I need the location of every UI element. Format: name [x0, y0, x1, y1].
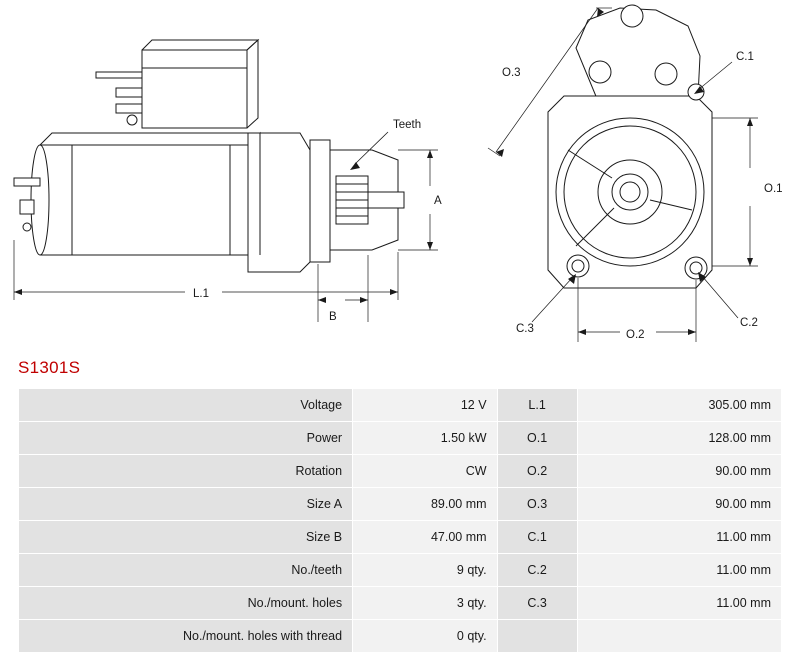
spec-value: CW: [353, 455, 497, 488]
spec-value: 9 qty.: [353, 554, 497, 587]
spec-value: 12 V: [353, 389, 497, 422]
spec-dim-value: 11.00 mm: [577, 554, 781, 587]
spec-dim-code: C.2: [497, 554, 577, 587]
spec-dim-value: 128.00 mm: [577, 422, 781, 455]
spec-dim-code-empty: [497, 620, 577, 653]
spec-label: Voltage: [19, 389, 353, 422]
spec-dim-code: O.3: [497, 488, 577, 521]
spec-dim-value: 90.00 mm: [577, 488, 781, 521]
label-dim-o3: O.3: [502, 67, 521, 79]
spec-dim-value-empty: [577, 620, 781, 653]
spec-value: 47.00 mm: [353, 521, 497, 554]
spec-dim-code: L.1: [497, 389, 577, 422]
label-dim-c1: C.1: [736, 51, 754, 63]
label-dim-o2: O.2: [626, 329, 645, 341]
starter-front-view-drawing: [460, 0, 800, 350]
spec-dim-code: C.3: [497, 587, 577, 620]
table-row: [19, 521, 782, 554]
label-dim-c3: C.3: [516, 323, 534, 335]
table-row: [19, 455, 782, 488]
label-dim-b: B: [329, 311, 337, 323]
spec-label: Rotation: [19, 455, 353, 488]
page-title: S1301S: [18, 358, 81, 377]
table-row: [19, 488, 782, 521]
label-dim-a: A: [434, 195, 442, 207]
spec-label: Power: [19, 422, 353, 455]
spec-label: Size B: [19, 521, 353, 554]
spec-dim-value: 11.00 mm: [577, 587, 781, 620]
spec-label: No./teeth: [19, 554, 353, 587]
label-dim-o1: O.1: [764, 183, 783, 195]
spec-value: 0 qty.: [353, 620, 497, 653]
spec-dim-code: C.1: [497, 521, 577, 554]
label-teeth: Teeth: [393, 119, 422, 131]
spec-dim-value: 90.00 mm: [577, 455, 781, 488]
label-dim-l1: L.1: [193, 288, 209, 300]
spec-dim-code: O.2: [497, 455, 577, 488]
spec-label: No./mount. holes: [19, 587, 353, 620]
specifications-table: [18, 388, 782, 653]
table-row: [19, 620, 782, 653]
spec-label: Size A: [19, 488, 353, 521]
table-row: [19, 587, 782, 620]
spec-dim-value: 305.00 mm: [577, 389, 781, 422]
table-row: [19, 554, 782, 587]
spec-dim-code: O.1: [497, 422, 577, 455]
table-body: [19, 389, 782, 653]
table-row: [19, 389, 782, 422]
spec-dim-value: 11.00 mm: [577, 521, 781, 554]
starter-side-view-drawing: [0, 0, 470, 350]
spec-value: 1.50 kW: [353, 422, 497, 455]
spec-value: 3 qty.: [353, 587, 497, 620]
spec-label: No./mount. holes with thread: [19, 620, 353, 653]
label-dim-c2: C.2: [740, 317, 758, 329]
table-row: [19, 422, 782, 455]
spec-value: 89.00 mm: [353, 488, 497, 521]
